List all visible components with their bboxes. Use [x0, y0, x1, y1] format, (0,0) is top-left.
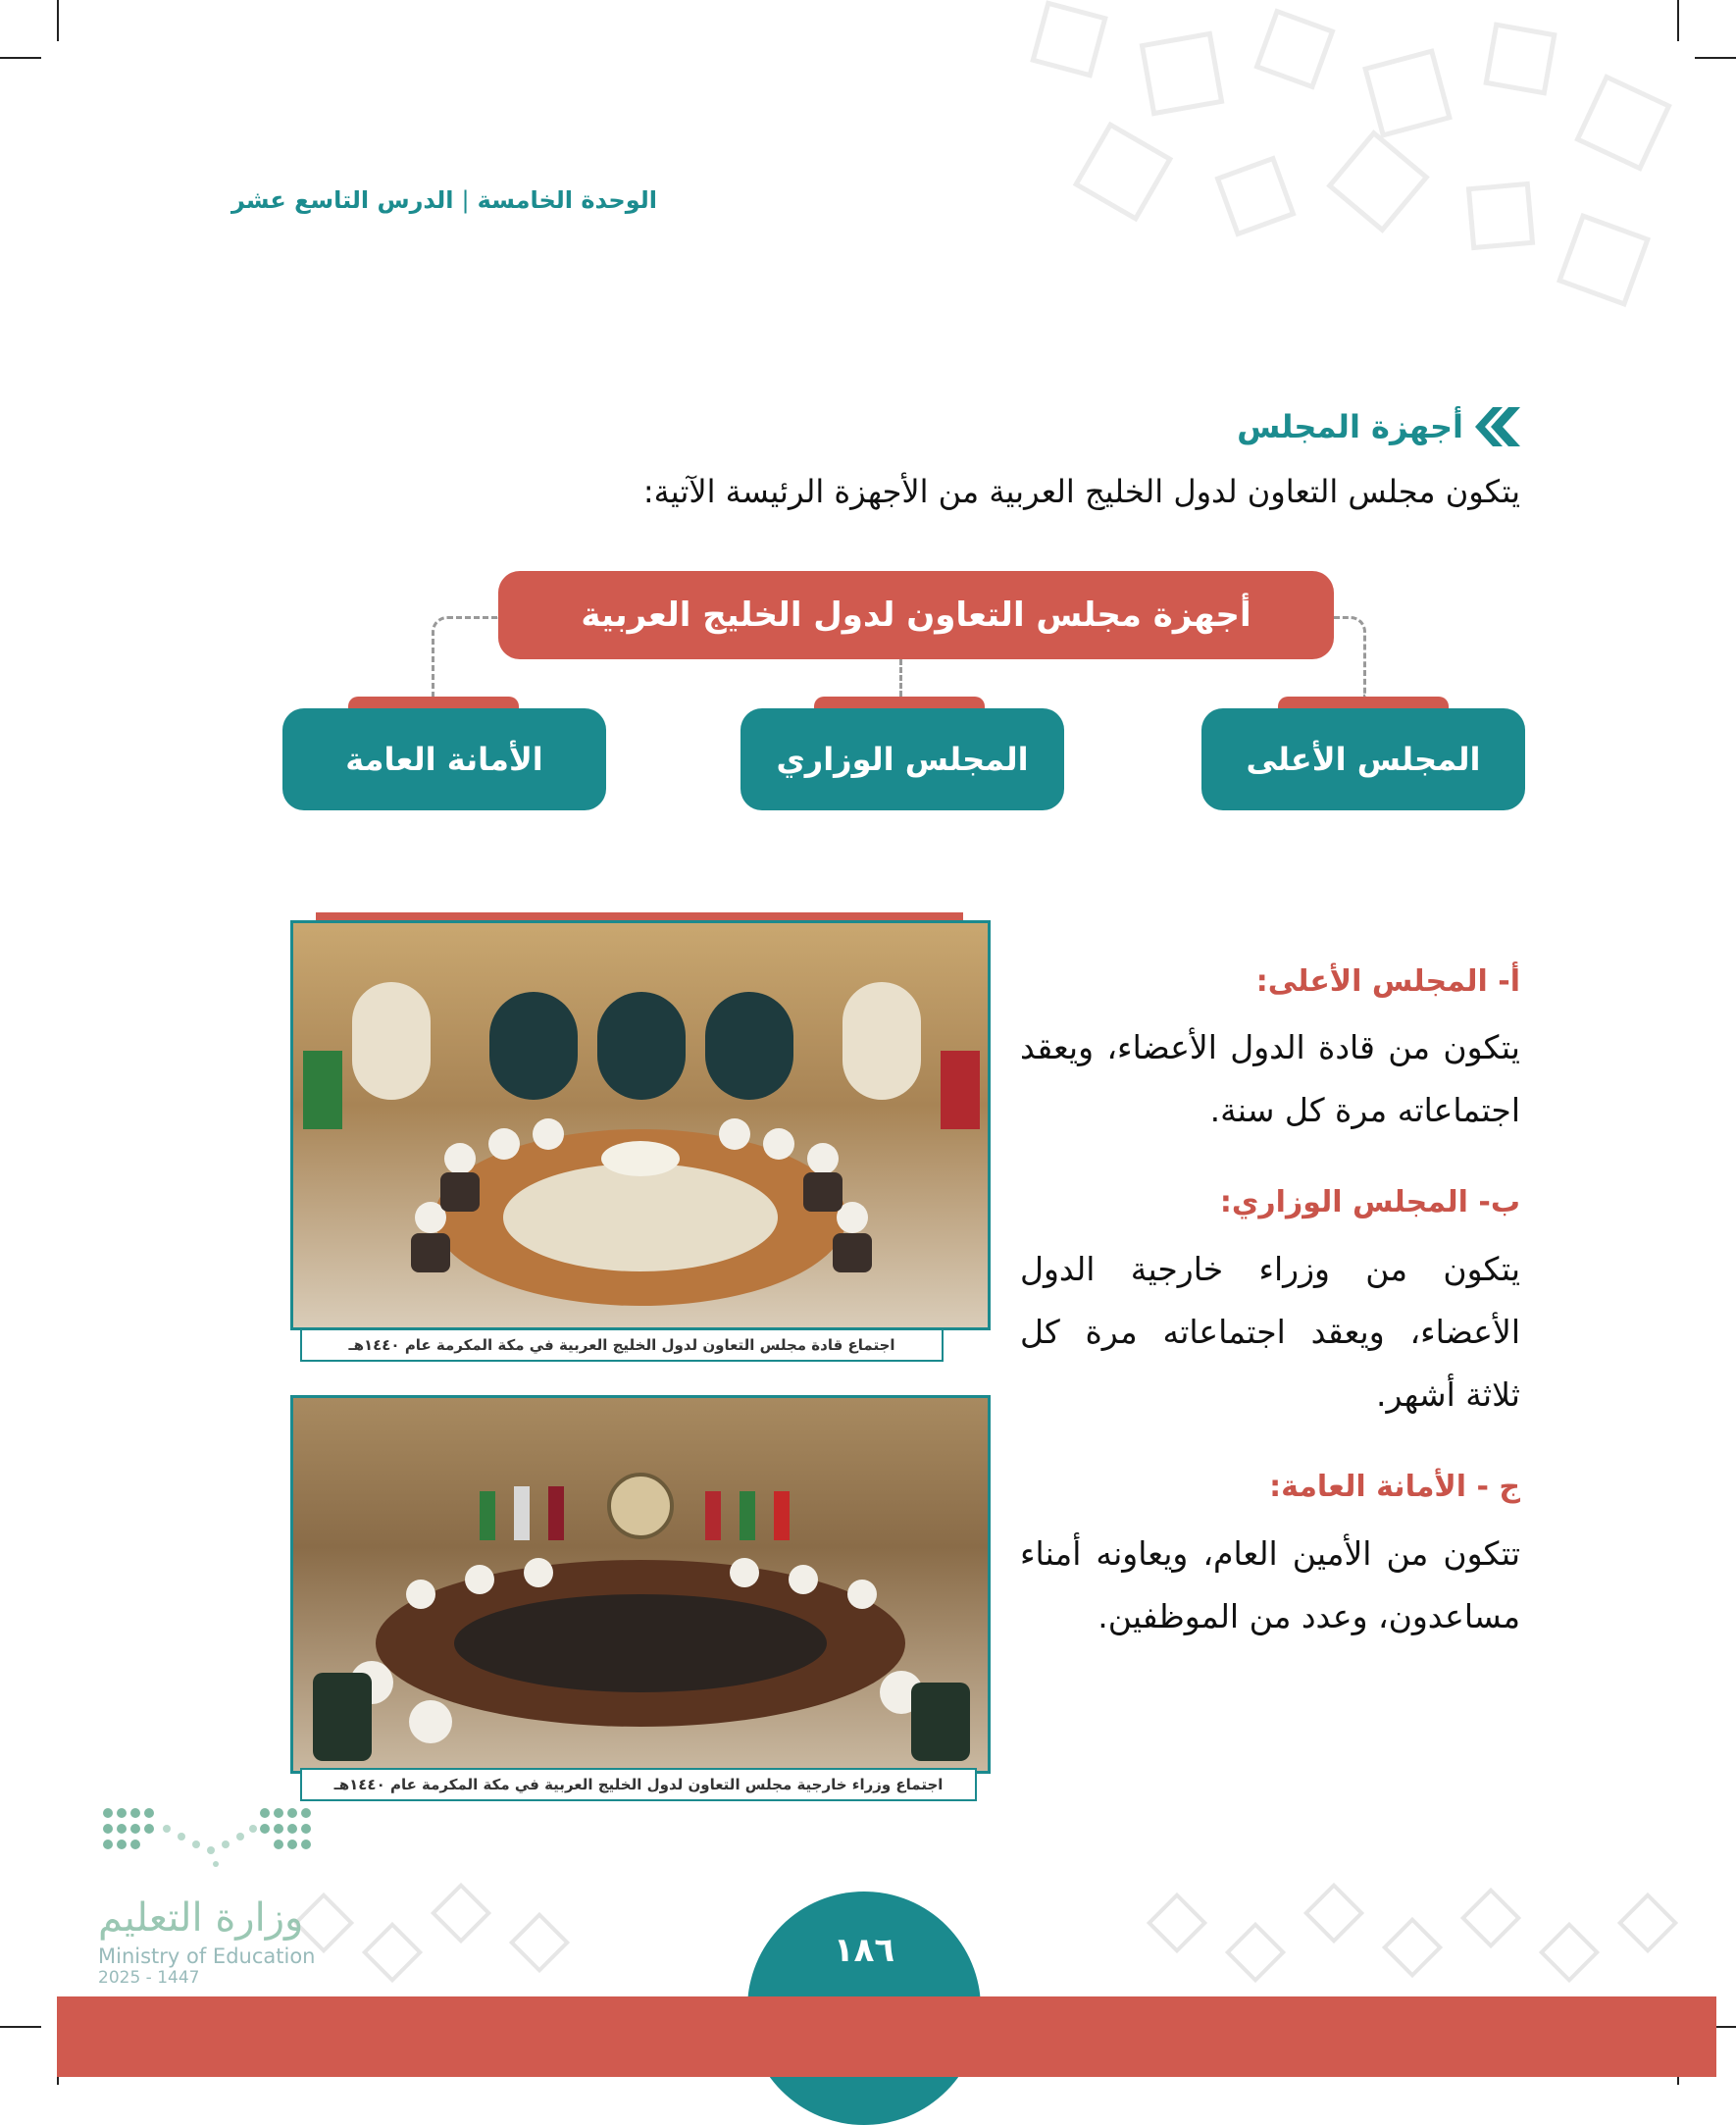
background-pattern — [981, 0, 1736, 334]
org-chart-root: أجهزة مجلس التعاون لدول الخليج العربية — [498, 571, 1334, 659]
item-text-secretariat: تتكون من الأمين العام، ويعاونه أمناء مساعدون، وعدد من الموظفين. — [1020, 1534, 1520, 1635]
breadcrumb-separator: | — [461, 186, 470, 214]
logo-english-text: Ministry of Education — [98, 1944, 316, 1968]
page-number: ١٨٦ — [833, 1931, 895, 1970]
org-chart-general-secretariat: الأمانة العامة — [282, 708, 606, 810]
crop-mark — [57, 0, 59, 41]
section-intro: يتكون مجلس التعاون لدول الخليج العربية من الأجهزة الرئيسة الآتية: — [642, 473, 1520, 510]
crop-mark — [1677, 0, 1679, 41]
logo-arabic-text: وزارة التعليم — [98, 1895, 304, 1941]
item-text-ministerial: يتكون من وزراء خارجية الدول الأعضاء، ويعقد اجتماعاته مرة كل ثلاثة أشهر. — [1020, 1250, 1520, 1414]
photo-ministers-meeting — [290, 1395, 991, 1774]
ministers-meeting-image — [293, 1398, 988, 1771]
photo-caption-ministers: اجتماع وزراء خارجية مجلس التعاون لدول الخليج العربية في مكة المكرمة عام ١٤٤٠هـ — [300, 1768, 977, 1801]
org-chart-ministerial-council: المجلس الوزاري — [740, 708, 1064, 810]
leaders-meeting-image — [293, 923, 988, 1327]
photo-caption-leaders: اجتماع قادة مجلس التعاون لدول الخليج العربية في مكة المكرمة عام ١٤٤٠هـ — [300, 1328, 944, 1362]
item-text-supreme: يتكون من قادة الدول الأعضاء، ويعقد اجتماعاته مرة كل سنة. — [1020, 1028, 1520, 1129]
breadcrumb — [231, 186, 657, 214]
item-heading-supreme: أ- المجلس الأعلى: — [1255, 964, 1520, 999]
photo-accent-line — [316, 912, 963, 920]
item-heading-ministerial: ب- المجلس الوزاري: — [1219, 1185, 1520, 1219]
section-title: أجهزة المجلس — [1237, 408, 1463, 445]
crop-mark — [0, 57, 41, 59]
footer-bar — [57, 1996, 1716, 2077]
item-heading-secretariat: ج - الأمانة العامة: — [1269, 1470, 1520, 1504]
org-chart-supreme-council: المجلس الأعلى — [1201, 708, 1525, 810]
double-chevron-icon — [1475, 407, 1520, 446]
breadcrumb-lesson: الدرس التاسع عشر — [231, 186, 454, 214]
footer-pattern — [294, 1874, 1726, 2001]
logo-year-text: 2025 - 1447 — [98, 1968, 200, 1988]
connector-right — [1334, 616, 1366, 698]
ministry-logo-dots — [98, 1803, 314, 1882]
crop-mark — [0, 2026, 41, 2028]
photo-leaders-meeting — [290, 920, 991, 1330]
connector-center — [899, 659, 902, 697]
connector-left — [432, 616, 501, 698]
crop-mark — [1695, 57, 1736, 59]
breadcrumb-unit: الوحدة الخامسة — [477, 186, 657, 214]
section-heading — [1237, 407, 1520, 446]
